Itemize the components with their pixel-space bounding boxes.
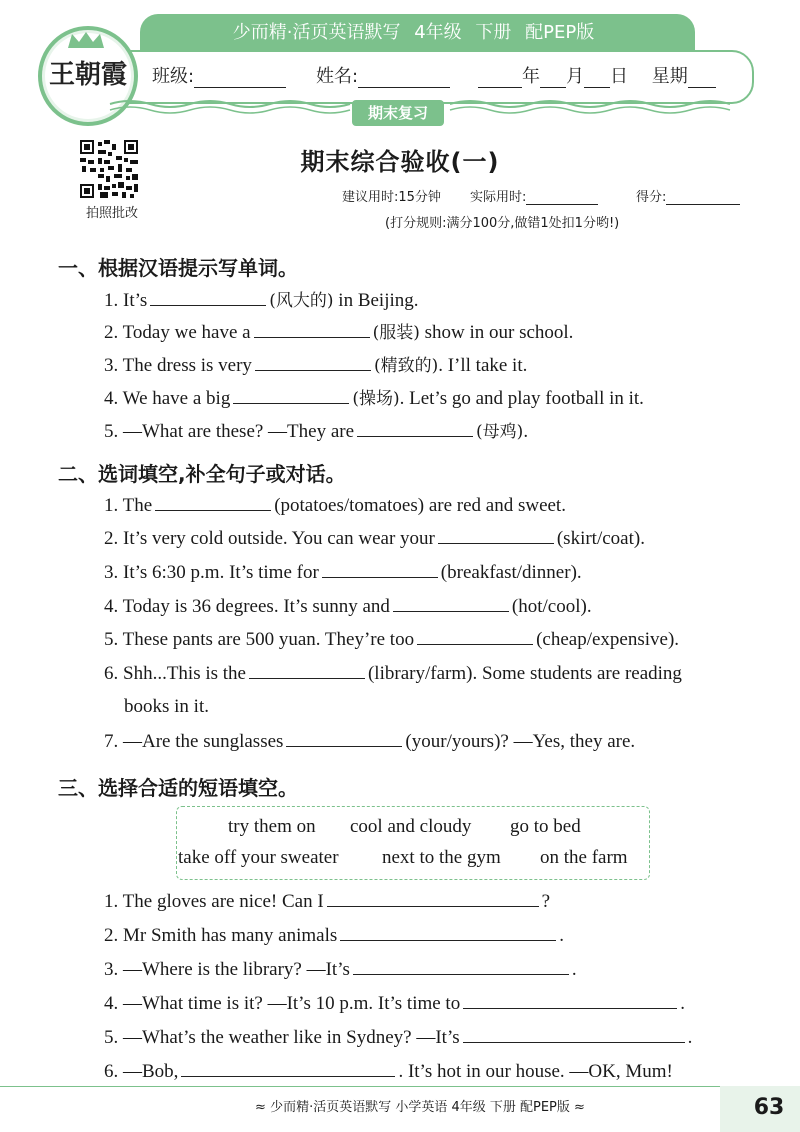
answer-blank[interactable] bbox=[357, 420, 473, 437]
answer-blank[interactable] bbox=[150, 289, 266, 306]
class-blank[interactable] bbox=[194, 69, 286, 88]
s2-item-6-cont: books in it. bbox=[124, 696, 209, 717]
answer-blank[interactable] bbox=[286, 730, 402, 747]
footer-divider bbox=[0, 1086, 800, 1087]
phrase-option: try them on bbox=[228, 816, 316, 837]
answer-blank[interactable] bbox=[254, 321, 370, 338]
s1-item-4: 4. We have a big (操场). Let’s go and play football in it. bbox=[104, 388, 644, 409]
phrase-option: take off your sweater bbox=[178, 847, 339, 868]
section3-heading: 三、选择合适的短语填空。 bbox=[58, 776, 298, 800]
answer-blank[interactable] bbox=[463, 1026, 685, 1043]
answer-blank[interactable] bbox=[393, 595, 509, 612]
actual-time-blank[interactable] bbox=[526, 190, 598, 205]
section1-heading: 一、根据汉语提示写单词。 bbox=[58, 256, 298, 280]
answer-blank[interactable] bbox=[155, 494, 271, 511]
s1-item-5: 5. —What are these? —They are (母鸡). bbox=[104, 421, 529, 442]
phrase-option: on the farm bbox=[540, 847, 628, 868]
series-title: 少而精·活页英语默写 bbox=[232, 22, 401, 43]
name-blank[interactable] bbox=[358, 69, 450, 88]
section2-heading: 二、选词填空,补全句子或对话。 bbox=[58, 462, 346, 486]
page-number: 63 bbox=[753, 1095, 785, 1120]
s1-item-1: 1. It’s (风大的) in Beijing. bbox=[104, 290, 419, 311]
crown-icon bbox=[66, 30, 106, 50]
answer-blank[interactable] bbox=[463, 992, 677, 1009]
s2-item-2: 2. It’s very cold outside. You can wear your (skirt/coat). bbox=[104, 528, 645, 549]
grade: 4年级 bbox=[414, 22, 462, 43]
week-blank[interactable] bbox=[688, 69, 716, 88]
s2-item-6: 6. Shh...This is the (library/farm). Some students are reading bbox=[104, 663, 682, 684]
page-title: 期末综合验收(一) bbox=[300, 148, 500, 176]
actual-time-field: 实际用时: bbox=[470, 186, 598, 205]
footer-text: ≈ 少而精·活页英语默写 小学英语 4年级 下册 配PEP版 ≈ bbox=[255, 1100, 585, 1115]
answer-blank[interactable] bbox=[233, 387, 349, 404]
s2-item-4: 4. Today is 36 degrees. It’s sunny and (hot/cool). bbox=[104, 596, 592, 617]
phrase-option: next to the gym bbox=[382, 847, 501, 868]
series-banner bbox=[140, 14, 695, 52]
answer-blank[interactable] bbox=[438, 527, 554, 544]
s2-item-1: 1. The (potatoes/tomatoes) are red and sweet. bbox=[104, 495, 566, 516]
day-blank[interactable] bbox=[584, 69, 610, 88]
class-field: 班级: bbox=[152, 62, 286, 88]
answer-blank[interactable] bbox=[181, 1060, 395, 1077]
date-field: 年 月 日 星期 bbox=[478, 62, 716, 88]
score-blank[interactable] bbox=[666, 190, 740, 205]
answer-blank[interactable] bbox=[353, 958, 569, 975]
name-field: 姓名: bbox=[316, 62, 450, 88]
phrase-option: go to bed bbox=[510, 816, 581, 837]
answer-blank[interactable] bbox=[255, 354, 371, 371]
qr-code-icon[interactable] bbox=[80, 140, 138, 198]
s3-item-6: 6. —Bob, . It’s hot in our house. —OK, Mum! bbox=[104, 1061, 673, 1082]
s2-item-5: 5. These pants are 500 yuan. They’re too (cheap/expensive). bbox=[104, 629, 680, 650]
s3-item-1: 1. The gloves are nice! Can I ? bbox=[104, 891, 551, 912]
s1-item-3: 3. The dress is very (精致的). I’ll take it. bbox=[104, 355, 528, 376]
answer-blank[interactable] bbox=[249, 662, 365, 679]
phrase-option: cool and cloudy bbox=[350, 816, 472, 837]
term: 下册 bbox=[475, 22, 512, 43]
answer-blank[interactable] bbox=[327, 890, 539, 907]
answer-blank[interactable] bbox=[322, 561, 438, 578]
edition: 配PEP版 bbox=[525, 22, 595, 43]
s1-item-2: 2. Today we have a (服装) show in our school. bbox=[104, 322, 574, 343]
s2-item-3: 3. It’s 6:30 p.m. It’s time for (breakfast/dinner). bbox=[104, 562, 582, 583]
suggest-time: 建议用时:15分钟 bbox=[342, 190, 441, 205]
month-blank[interactable] bbox=[540, 69, 566, 88]
answer-blank[interactable] bbox=[340, 924, 556, 941]
s3-item-2: 2. Mr Smith has many animals . bbox=[104, 925, 565, 946]
year-blank[interactable] bbox=[478, 69, 522, 88]
review-tag: 期末复习 bbox=[352, 100, 444, 126]
s3-item-4: 4. —What time is it? —It’s 10 p.m. It’s time to . bbox=[104, 993, 685, 1014]
s2-item-7: 7. —Are the sunglasses (your/yours)? —Yes, they are. bbox=[104, 731, 636, 752]
qr-label: 拍照批改 bbox=[85, 206, 138, 221]
scoring-rule: (打分规则:满分100分,做错1处扣1分哟!) bbox=[385, 216, 620, 231]
s3-item-3: 3. —Where is the library? —It’s . bbox=[104, 959, 577, 980]
brand-name: 王朝霞 bbox=[48, 60, 127, 90]
s3-item-5: 5. —What’s the weather like in Sydney? —It’s . bbox=[104, 1027, 693, 1048]
score-field: 得分: bbox=[636, 186, 740, 205]
answer-blank[interactable] bbox=[417, 628, 533, 645]
